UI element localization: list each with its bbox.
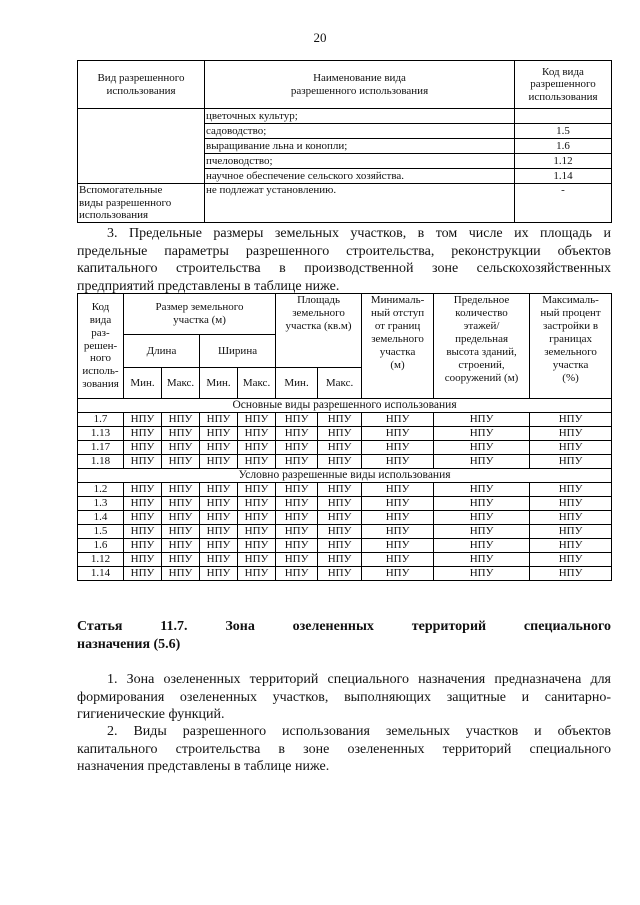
table1-header-row [78,61,612,109]
section-row [78,469,612,483]
cell-value: НПУ [238,413,276,427]
cell-value: НПУ [530,539,612,553]
cell-value: НПУ [318,413,362,427]
auxiliary-category-line: Вспомогательные [79,184,163,196]
row-code: 1.4 [78,511,124,525]
cell-value: НПУ [200,553,238,567]
cell-value: НПУ [362,427,434,441]
land-parameters-table [77,293,612,581]
header-line: зования [82,377,119,390]
header-line: (%) [562,372,579,384]
table-row [78,427,612,441]
cell-value: НПУ [434,567,530,581]
table-row [78,455,612,469]
cell-value: НПУ [238,539,276,553]
cell-value: НПУ [318,567,362,581]
auxiliary-name: не подлежат установлению. [205,184,515,223]
cell-value: НПУ [200,525,238,539]
use-name: выращивание льна и конопли; [205,139,515,154]
table-row [78,539,612,553]
cell-value: НПУ [530,441,612,455]
header-area [276,294,362,368]
row-code: 1.18 [78,455,124,469]
cell-value: НПУ [318,441,362,455]
header-line: земельного [371,333,424,345]
cell-value: НПУ [276,539,318,553]
cell-value: НПУ [362,553,434,567]
header-line: участка [379,346,416,358]
article-title-line: Статья 11.7. Зона озелененных территорий специального [77,619,611,634]
paragraph-line: гигиенические функций. [77,707,225,723]
cell-value: НПУ [238,427,276,441]
cell-value: НПУ [434,455,530,469]
paragraph-line: капитального строительства в производственной зоне сельскохозяйственных [77,261,611,277]
header-line: Площадь [297,294,340,306]
cell-value: НПУ [434,413,530,427]
cell-value: НПУ [318,539,362,553]
paragraph-line: 1. Зона озелененных территорий специального назначения предназначена для [107,672,611,687]
row-code: 1.5 [78,525,124,539]
use-name: цветочных культур; [205,109,515,124]
cell-value: НПУ [276,441,318,455]
cell-value: НПУ [124,413,162,427]
cell-value: НПУ [318,497,362,511]
header-use-type [78,61,205,109]
cell-value: НПУ [124,539,162,553]
header-line: решен- [83,339,118,352]
cell-value: НПУ [276,525,318,539]
table2-header-row [78,294,612,335]
table-row [78,525,612,539]
row-code: 1.17 [78,441,124,455]
cell-value: НПУ [238,511,276,525]
section-row [78,399,612,413]
article-title-line: назначения (5.6) [77,637,181,652]
header-width-max: Макс. [238,368,276,399]
header-line: Предельное [453,294,510,306]
cell-value: НПУ [200,567,238,581]
cell-value: НПУ [434,441,530,455]
cell-value: НПУ [530,413,612,427]
cell-value: НПУ [200,413,238,427]
header-line: Размер земельного [155,301,244,313]
use-code: 1.14 [515,169,612,184]
paragraph-line: предприятий представлены в таблице ниже. [77,278,340,294]
paragraph-2 [77,723,611,776]
land-use-types-table [77,60,612,223]
cell-value: НПУ [434,497,530,511]
cell-value: НПУ [276,497,318,511]
header-line: строений, [458,359,505,371]
auxiliary-category-line: использования [79,209,149,221]
header-line: исполь- [82,365,119,378]
cell-value: НПУ [162,441,200,455]
header-line: земельного [292,307,345,319]
cell-value: НПУ [434,483,530,497]
auxiliary-category-line: виды разрешенного [79,196,172,209]
header-length: Длина [124,335,200,368]
row-code: 1.14 [78,567,124,581]
cell-value: НПУ [276,511,318,525]
header-area-min: Мин. [276,368,318,399]
table-row [78,567,612,581]
article-title [77,618,611,654]
cell-value: НПУ [238,483,276,497]
cell-value: НПУ [162,511,200,525]
cell-value: НПУ [162,483,200,497]
use-code: 1.6 [515,139,612,154]
cell-value: НПУ [434,539,530,553]
header-use-code [515,61,612,109]
cell-value: НПУ [318,553,362,567]
cell-value: НПУ [434,511,530,525]
use-name: садоводство; [205,124,515,139]
cell-value: НПУ [238,455,276,469]
header-setback [362,294,434,399]
header-line: участка (кв.м) [285,320,352,332]
cell-value: НПУ [162,539,200,553]
cell-value: НПУ [162,455,200,469]
paragraph-1 [77,671,611,724]
use-code [515,109,612,124]
use-name: научное обеспечение сельского хозяйства. [205,169,515,184]
cell-value: НПУ [276,553,318,567]
header-coverage [530,294,612,399]
cell-value: НПУ [238,525,276,539]
table-row [78,109,612,124]
header-line: застройки в [542,320,599,332]
cell-value: НПУ [318,483,362,497]
cell-value: НПУ [200,427,238,441]
auxiliary-category [78,184,205,223]
paragraph-line: 3. Предельные размеры земельных участков, в том числе их площадь и [107,226,611,241]
cell-value: НПУ [530,567,612,581]
cell-value: НПУ [162,553,200,567]
cell-value: НПУ [434,427,530,441]
table-row [78,511,612,525]
header-use-code-line: разрешенного [530,78,596,91]
cell-value: НПУ [200,441,238,455]
paragraph-line: 2. Виды разрешенного использования земельных участков и объектов [107,724,611,739]
cell-value: НПУ [362,413,434,427]
cell-value: НПУ [362,539,434,553]
header-code [78,294,124,399]
cell-value: НПУ [200,511,238,525]
cell-value: НПУ [162,427,200,441]
cell-value: НПУ [200,455,238,469]
cell-value: НПУ [124,427,162,441]
header-line: ный отступ [370,307,425,319]
header-line: Минималь- [370,294,425,306]
cell-value: НПУ [238,441,276,455]
cell-value: НПУ [530,427,612,441]
row-code: 1.6 [78,539,124,553]
header-line: ный процент [540,307,601,319]
cell-value: НПУ [276,483,318,497]
cell-value: НПУ [162,567,200,581]
paragraph-3 [77,225,611,295]
auxiliary-row [78,184,612,223]
header-width: Ширина [200,335,276,368]
header-use-name-line: Наименование вида [313,72,406,84]
cell-value: НПУ [276,567,318,581]
header-line: от границ [374,320,421,332]
cell-value: НПУ [276,455,318,469]
header-line: ного [89,352,112,365]
cell-value: НПУ [362,511,434,525]
header-use-name-line: разрешенного использования [290,84,429,97]
header-use-code-line: Код вида [542,65,584,78]
page-number: 20 [313,30,327,45]
header-plot-size [124,294,276,335]
header-line: земельного [544,346,597,358]
section-title: Условно разрешенные виды использования [78,469,612,483]
table-row [78,497,612,511]
table-row [78,483,612,497]
cell-value: НПУ [200,539,238,553]
header-floors [434,294,530,399]
cell-value: НПУ [200,497,238,511]
auxiliary-code: - [515,184,612,223]
row-code: 1.13 [78,427,124,441]
header-line: участка [552,359,589,371]
header-use-type-line: Вид разрешенного [97,72,185,84]
header-use-type-line: использования [106,84,176,97]
cell-value: НПУ [124,567,162,581]
paragraph-line: назначения представлены в таблице ниже. [77,759,330,775]
header-area-max: Макс. [318,368,362,399]
cell-value: НПУ [362,455,434,469]
header-line: (м) [390,359,405,371]
cell-value: НПУ [434,553,530,567]
row-code: 1.2 [78,483,124,497]
cell-value: НПУ [318,511,362,525]
paragraph-line: капитального строительства в зоне озелененных территорий специального [77,741,611,757]
header-line: Код [91,301,110,314]
header-length-min: Мин. [124,368,162,399]
use-code: 1.12 [515,154,612,169]
use-name: пчеловодство; [205,154,515,169]
row-code: 1.12 [78,553,124,567]
cell-value: НПУ [124,511,162,525]
cell-value: НПУ [162,413,200,427]
cell-value: НПУ [530,497,612,511]
section-title: Основные виды разрешенного использования [78,399,612,413]
header-line: предельная [455,333,509,345]
cell-value: НПУ [362,567,434,581]
header-line: участка (м) [173,314,226,326]
header-line: высота зданий, [446,346,517,358]
cell-value: НПУ [238,553,276,567]
header-line: раз- [91,326,110,339]
table-row [78,413,612,427]
cell-value: НПУ [530,455,612,469]
cell-value: НПУ [238,567,276,581]
category-cell [78,109,205,184]
cell-value: НПУ [434,525,530,539]
cell-value: НПУ [124,455,162,469]
cell-value: НПУ [124,553,162,567]
header-line: Максималь- [542,294,599,306]
cell-value: НПУ [318,455,362,469]
header-line: сооружений (м) [444,372,519,384]
cell-value: НПУ [362,525,434,539]
cell-value: НПУ [276,427,318,441]
table-row [78,441,612,455]
cell-value: НПУ [124,441,162,455]
cell-value: НПУ [530,483,612,497]
cell-value: НПУ [124,497,162,511]
paragraph-line: предельные параметры разрешенного строительства, реконструкции объектов [77,243,611,259]
cell-value: НПУ [162,497,200,511]
row-code: 1.3 [78,497,124,511]
cell-value: НПУ [162,525,200,539]
cell-value: НПУ [362,483,434,497]
header-width-min: Мин. [200,368,238,399]
cell-value: НПУ [530,525,612,539]
cell-value: НПУ [530,511,612,525]
cell-value: НПУ [124,525,162,539]
header-line: этажей/ [463,320,500,332]
header-line: границах [549,333,593,345]
table-row [78,553,612,567]
cell-value: НПУ [318,427,362,441]
header-line: вида [89,314,112,326]
cell-value: НПУ [318,525,362,539]
cell-value: НПУ [362,441,434,455]
paragraph-line: формирования озелененных участков, выполняющих защитные и санитарно- [77,689,611,705]
cell-value: НПУ [124,483,162,497]
header-use-name [205,61,515,109]
cell-value: НПУ [530,553,612,567]
header-use-code-line: использования [528,90,598,103]
header-line: количество [455,307,508,319]
use-code: 1.5 [515,124,612,139]
row-code: 1.7 [78,413,124,427]
cell-value: НПУ [276,413,318,427]
cell-value: НПУ [200,483,238,497]
cell-value: НПУ [362,497,434,511]
header-length-max: Макс. [162,368,200,399]
cell-value: НПУ [238,497,276,511]
